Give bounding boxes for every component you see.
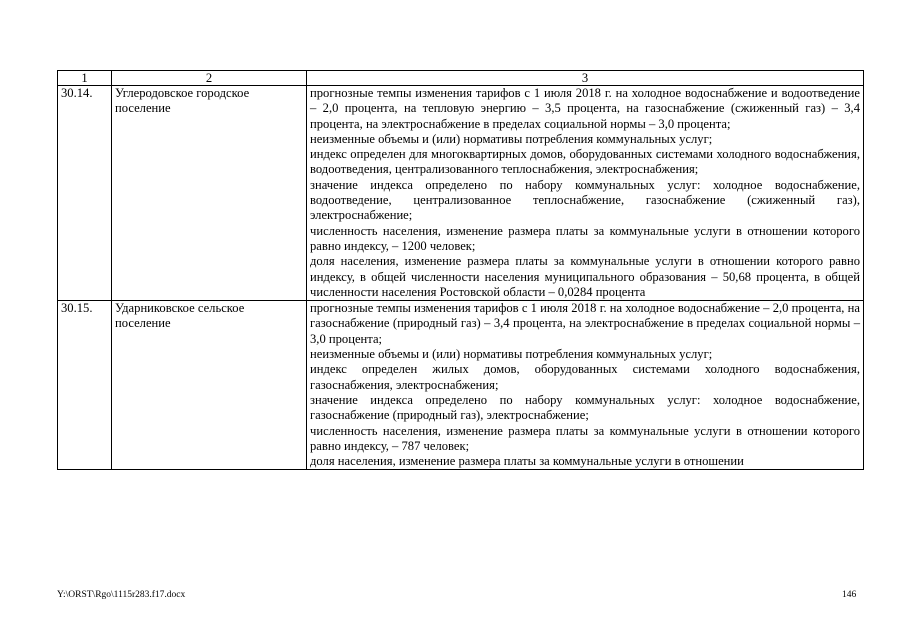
row-number: 30.15. <box>58 301 112 470</box>
footer-file-path: Y:\ORST\Rgo\1115r283.f17.docx <box>57 590 186 600</box>
row-description <box>307 301 864 470</box>
table-row <box>58 301 864 470</box>
description-paragraph: индекс определен для многоквартирных домов, оборудованных системами холодного водоснабжения, водоотведения, централизованного теплоснабжения, электроснабжения; <box>310 147 860 177</box>
table-header-row <box>58 71 864 86</box>
header-col-1: 1 <box>58 71 112 86</box>
description-paragraph: численность населения, изменение размера платы за коммунальные услуги в отношении которого равно индексу, – 787 человек; <box>310 423 860 453</box>
description-paragraph: индекс определен жилых домов, оборудованных системами холодного водоснабжения, газоснабжения, электроснабжения; <box>310 362 860 392</box>
page-number: 146 <box>842 590 857 600</box>
row-number: 30.14. <box>58 86 112 301</box>
description-paragraph: неизменные объемы и (или) нормативы потребления коммунальных услуг; <box>310 347 713 362</box>
description-paragraph: значение индекса определено по набору коммунальных услуг: холодное водоснабжение, газоснабжение (природный газ), электроснабжение; <box>310 392 860 423</box>
header-col-2: 2 <box>112 71 307 86</box>
table-row <box>58 86 864 301</box>
settlement-name: Углеродовское городское поселение <box>112 86 307 301</box>
description-paragraph: доля населения, изменение размера платы за коммунальные услуги в отношении которого равно индексу, в общей численности населения муниципального образования – 50,68 процента, в общей численности населения Ростовской области – 0,0284 процента <box>310 254 860 299</box>
settlement-name: Ударниковское сельское поселение <box>112 301 307 470</box>
description-paragraph: значение индекса определено по набору коммунальных услуг: холодное водоснабжение, водоотведение, централизованное теплоснабжение, газоснабжение (сжиженный газ), электроснабжение; <box>310 177 860 223</box>
header-col-3: 3 <box>307 71 864 86</box>
description-paragraph: прогнозные темпы изменения тарифов с 1 июля 2018 г. на холодное водоснабжение – 2,0 процента, на газоснабжение (природный газ) – 3,4 процента, на электроснабжение в пределах социальной нормы – 3,0 процента; <box>310 301 860 346</box>
description-paragraph: доля населения, изменение размера платы за коммунальные услуги в отношении <box>310 454 744 469</box>
description-paragraph: неизменные объемы и (или) нормативы потребления коммунальных услуг; <box>310 131 713 146</box>
document-table <box>57 70 864 470</box>
description-paragraph: прогнозные темпы изменения тарифов с 1 июля 2018 г. на холодное водоснабжение и водоотведение – 2,0 процента, на тепловую энергию – 3,5 процента, на газоснабжение (сжиженный газ) – 3,4 процента, на электроснабжение в пределах социальной нормы – 3,0 процента; <box>310 86 860 131</box>
row-description <box>307 86 864 301</box>
description-paragraph: численность населения, изменение размера платы за коммунальные услуги в отношении которого равно индексу, – 1200 человек; <box>310 223 860 253</box>
